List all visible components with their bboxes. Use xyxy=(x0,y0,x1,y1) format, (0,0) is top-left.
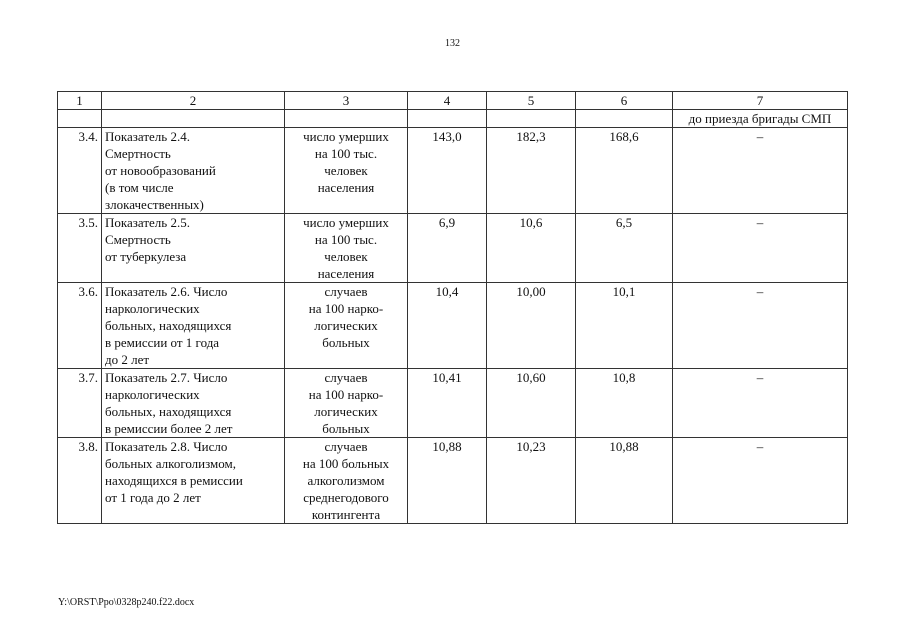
unit-line: больных xyxy=(322,421,370,436)
indicators-table xyxy=(57,91,848,524)
row-number: 3.7. xyxy=(58,369,102,438)
unit-line: на 100 тыс. xyxy=(314,146,378,161)
value-col4: 10,88 xyxy=(408,438,487,524)
indicator-cell xyxy=(102,128,285,214)
unit-line: контингента xyxy=(311,507,381,522)
value-col5: 10,60 xyxy=(487,369,576,438)
column-number: 1 xyxy=(58,92,102,110)
indicator-cell xyxy=(102,369,285,438)
indicator-line: наркологических xyxy=(105,301,200,316)
unit-line: населения xyxy=(317,266,375,281)
indicator-line: до 2 лет xyxy=(105,352,150,367)
unit-cell xyxy=(285,283,408,369)
unit-cell xyxy=(285,438,408,524)
value-col7: – xyxy=(673,128,848,214)
table-row xyxy=(58,369,848,438)
unit-line: число умерших xyxy=(303,129,389,144)
unit-line: на 100 больных xyxy=(302,456,390,471)
unit-line: случаев xyxy=(324,370,368,385)
table-row xyxy=(58,283,848,369)
indicator-cell xyxy=(102,214,285,283)
value-col6: 6,5 xyxy=(576,214,673,283)
value-col4: 10,4 xyxy=(408,283,487,369)
file-path-footer: Y:\ORST\Ppo\0328p240.f22.docx xyxy=(58,597,195,608)
row-number: 3.8. xyxy=(58,438,102,524)
indicator-line: больных алкоголизмом, xyxy=(105,456,237,471)
indicator-line: от новообразований xyxy=(105,163,216,178)
value-col7: – xyxy=(673,438,848,524)
indicator-line: Показатель 2.7. Число xyxy=(105,370,228,385)
unit-line: число умерших xyxy=(303,215,389,230)
column7-subheader: до приезда бригады СМП xyxy=(673,110,848,128)
value-col6: 10,8 xyxy=(576,369,673,438)
unit-line: населения xyxy=(317,180,375,195)
unit-line: человек xyxy=(324,163,368,178)
value-col5: 10,00 xyxy=(487,283,576,369)
value-col4: 143,0 xyxy=(408,128,487,214)
unit-line: среднегодового xyxy=(303,490,389,505)
unit-cell xyxy=(285,369,408,438)
indicator-line: Показатель 2.5. xyxy=(105,215,190,230)
unit-line: логических xyxy=(314,404,378,419)
indicator-line: наркологических xyxy=(105,387,200,402)
value-col6: 168,6 xyxy=(576,128,673,214)
unit-line: на 100 тыс. xyxy=(314,232,378,247)
indicator-cell xyxy=(102,283,285,369)
indicator-line: злокачественных) xyxy=(105,197,204,212)
indicator-cell xyxy=(102,438,285,524)
unit-line: на 100 нарко- xyxy=(308,301,384,316)
column-number: 3 xyxy=(285,92,408,110)
value-col5: 182,3 xyxy=(487,128,576,214)
row-number: 3.4. xyxy=(58,128,102,214)
column-number: 5 xyxy=(487,92,576,110)
indicator-line: Показатель 2.4. xyxy=(105,129,190,144)
value-col5: 10,23 xyxy=(487,438,576,524)
indicator-line: находящихся в ремиссии xyxy=(105,473,243,488)
unit-line: случаев xyxy=(324,284,368,299)
value-col6: 10,1 xyxy=(576,283,673,369)
column-number: 4 xyxy=(408,92,487,110)
value-col4: 10,41 xyxy=(408,369,487,438)
unit-line: алкоголизмом xyxy=(307,473,385,488)
indicator-line: от 1 года до 2 лет xyxy=(105,490,201,505)
unit-line: больных xyxy=(322,335,370,350)
unit-line: логических xyxy=(314,318,378,333)
unit-cell xyxy=(285,214,408,283)
unit-line: случаев xyxy=(324,439,368,454)
indicator-line: в ремиссии от 1 года xyxy=(105,335,220,350)
table-row xyxy=(58,128,848,214)
column-number: 2 xyxy=(102,92,285,110)
unit-cell xyxy=(285,128,408,214)
table-row xyxy=(58,438,848,524)
unit-line: человек xyxy=(324,249,368,264)
indicator-line: от туберкулеза xyxy=(105,249,187,264)
indicator-line: Смертность xyxy=(105,146,171,161)
value-col4: 6,9 xyxy=(408,214,487,283)
row-number: 3.6. xyxy=(58,283,102,369)
page-number: 132 xyxy=(445,38,460,49)
column-number: 6 xyxy=(576,92,673,110)
value-col7: – xyxy=(673,214,848,283)
row-number: 3.5. xyxy=(58,214,102,283)
value-col5: 10,6 xyxy=(487,214,576,283)
column-number-row xyxy=(58,92,848,110)
table-row xyxy=(58,214,848,283)
indicator-line: Показатель 2.8. Число xyxy=(105,439,228,454)
indicator-line: больных, находящихся xyxy=(105,404,232,419)
indicator-line: в ремиссии более 2 лет xyxy=(105,421,233,436)
subheader-row xyxy=(58,110,848,128)
indicator-line: больных, находящихся xyxy=(105,318,232,333)
value-col7: – xyxy=(673,369,848,438)
indicator-line: Показатель 2.6. Число xyxy=(105,284,228,299)
value-col7: – xyxy=(673,283,848,369)
column-number: 7 xyxy=(673,92,848,110)
indicator-line: Смертность xyxy=(105,232,171,247)
value-col6: 10,88 xyxy=(576,438,673,524)
indicator-line: (в том числе xyxy=(105,180,174,195)
unit-line: на 100 нарко- xyxy=(308,387,384,402)
